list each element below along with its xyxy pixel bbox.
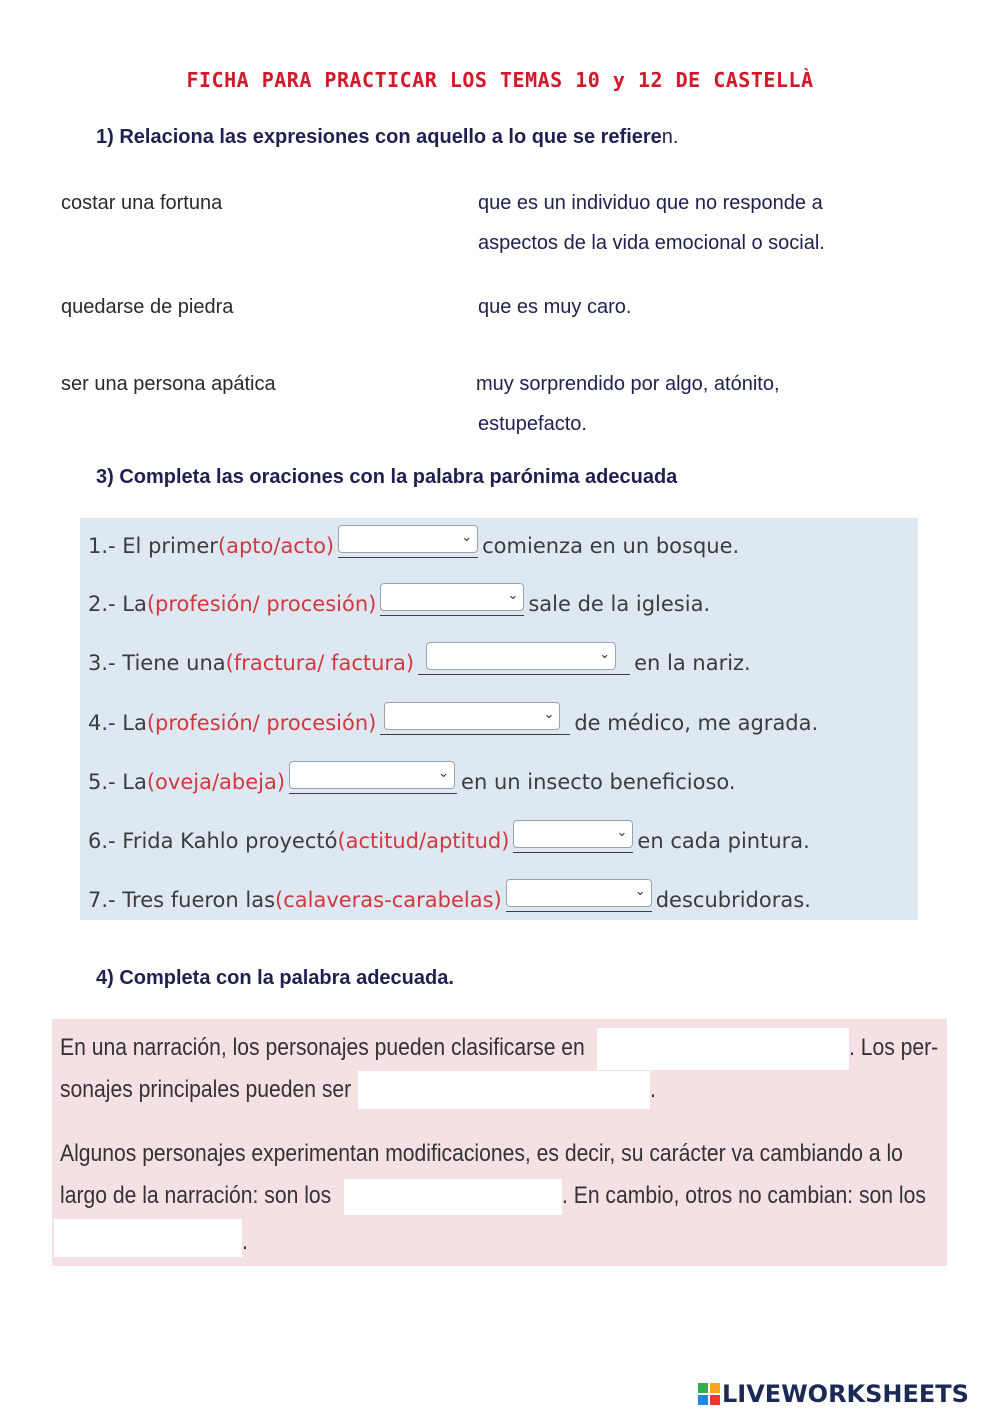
ex1-heading-bold: 1) Relaciona las expresiones con aquello a lo que se refiere xyxy=(96,126,662,148)
sentence-7-options: (calaveras-carabelas) xyxy=(275,888,502,912)
main-characters-input[interactable] xyxy=(358,1071,650,1109)
sentence-3-start: 3.- Tiene una xyxy=(88,651,226,675)
sentence-6-options: (actitud/aptitud) xyxy=(337,829,510,853)
sentence-4-blank xyxy=(380,706,570,735)
sentence-3 xyxy=(88,643,751,683)
chevron-down-icon: ⌄ xyxy=(461,529,473,545)
paronyms-exercise-box xyxy=(80,518,918,920)
meaning-2 xyxy=(478,287,631,327)
classification-input[interactable] xyxy=(597,1028,849,1070)
ex4-heading: 4) Completa con la palabra adecuada. xyxy=(96,967,454,989)
sentence-2-dropdown[interactable] xyxy=(380,583,524,611)
chevron-down-icon: ⌄ xyxy=(543,706,555,722)
meaning-1 xyxy=(478,183,825,263)
meaning-3-line-2: estupefacto. xyxy=(478,413,587,435)
sentence-7-dropdown[interactable] xyxy=(506,879,652,907)
expression-3: ser una persona apática xyxy=(61,373,276,395)
sentence-4-end: de médico, me agrada. xyxy=(574,711,819,735)
chevron-down-icon: ⌄ xyxy=(599,646,611,662)
round-characters-input[interactable] xyxy=(344,1179,562,1215)
sentence-2-options: (profesión/ procesión) xyxy=(146,592,377,616)
liveworksheets-logo-text: LIVEWORKSHEETS xyxy=(722,1380,969,1408)
sentence-2-start: 2.- La xyxy=(88,592,147,616)
paragraph-1-line-2-end: . xyxy=(650,1076,656,1103)
sentence-4-start: 4.- La xyxy=(88,711,147,735)
sentence-1-options: (apto/acto) xyxy=(217,534,335,558)
flat-characters-input[interactable] xyxy=(54,1219,242,1257)
sentence-5 xyxy=(88,762,736,802)
sentence-3-options: (fractura/ factura) xyxy=(225,651,415,675)
sentence-7-blank xyxy=(506,883,652,912)
meaning-3-line-1: muy sorprendido por algo, atónito, xyxy=(476,373,780,395)
paragraph-1-line-1-end: . Los per- xyxy=(849,1034,939,1061)
chevron-down-icon: ⌄ xyxy=(507,587,519,603)
sentence-1 xyxy=(88,526,739,566)
sentence-3-end: en la nariz. xyxy=(634,651,751,675)
sentence-5-blank xyxy=(289,765,457,794)
meaning-2-line-1: que es muy caro. xyxy=(478,296,632,318)
meaning-3 xyxy=(476,364,780,444)
ex3-heading: 3) Completa las oraciones con la palabra parónima adecuada xyxy=(96,466,678,488)
sentence-6-end: en cada pintura. xyxy=(637,829,810,853)
worksheet-title: FICHA PARA PRACTICAR LOS TEMAS 10 y 12 DE CASTELLÀ xyxy=(186,68,814,92)
sentence-6 xyxy=(88,821,810,861)
meaning-1-line-1: que es un individuo que no responde a xyxy=(478,192,823,214)
logo-square-1 xyxy=(698,1383,708,1393)
chevron-down-icon: ⌄ xyxy=(438,765,450,781)
expression-2: quedarse de piedra xyxy=(61,296,234,318)
paragraph-2-line-2-end: . En cambio, otros no cambian: son los xyxy=(562,1182,926,1209)
sentence-1-start: 1.- El primer xyxy=(88,534,218,558)
sentence-6-blank xyxy=(513,824,633,853)
sentence-1-blank xyxy=(338,529,478,558)
sentence-4-options: (profesión/ procesión) xyxy=(146,711,377,735)
sentence-7 xyxy=(88,880,811,920)
sentence-5-start: 5.- La xyxy=(88,770,147,794)
sentence-5-end: en un insecto beneficioso. xyxy=(461,770,736,794)
sentence-4-dropdown[interactable] xyxy=(384,702,560,730)
paragraph-2-line-2-start: largo de la narración: son los xyxy=(60,1182,332,1209)
logo-square-4 xyxy=(710,1395,720,1405)
meaning-1-line-2: aspectos de la vida emocional o social. xyxy=(478,232,825,254)
chevron-down-icon: ⌄ xyxy=(616,824,628,840)
chevron-down-icon: ⌄ xyxy=(634,883,646,899)
ex1-heading xyxy=(96,126,678,149)
sentence-3-blank xyxy=(418,646,630,675)
sentence-3-dropdown[interactable] xyxy=(426,642,616,670)
ex1-heading-tail: n. xyxy=(661,126,679,148)
logo-square-3 xyxy=(698,1395,708,1405)
sentence-7-start: 7.- Tres fueron las xyxy=(88,888,276,912)
sentence-6-start: 6.- Frida Kahlo proyectó xyxy=(88,829,338,853)
paragraph-2-line-1: Algunos personajes experimentan modificaciones, es decir, su carácter va cambiando a lo xyxy=(60,1140,903,1167)
characters-exercise-box xyxy=(52,1019,947,1266)
sentence-2 xyxy=(88,584,710,624)
paragraph-1-line-2-start: sonajes principales pueden ser xyxy=(60,1076,352,1103)
liveworksheets-logo xyxy=(698,1378,969,1410)
sentence-2-blank xyxy=(380,587,524,616)
sentence-7-end: descubridoras. xyxy=(655,888,811,912)
liveworksheets-logo-icon xyxy=(698,1383,720,1405)
expression-1: costar una fortuna xyxy=(61,192,223,214)
sentence-4 xyxy=(88,703,818,743)
sentence-5-options: (oveja/abeja) xyxy=(146,770,286,794)
sentence-6-dropdown[interactable] xyxy=(513,820,633,848)
sentence-1-dropdown[interactable] xyxy=(338,525,478,553)
logo-square-2 xyxy=(710,1383,720,1393)
paragraph-1-line-1-start: En una narración, los personajes pueden clasificarse en xyxy=(60,1034,585,1061)
sentence-2-end: sale de la iglesia. xyxy=(528,592,711,616)
paragraph-2-line-3-end: . xyxy=(242,1228,248,1255)
sentence-1-end: comienza en un bosque. xyxy=(482,534,740,558)
sentence-5-dropdown[interactable] xyxy=(289,761,455,789)
